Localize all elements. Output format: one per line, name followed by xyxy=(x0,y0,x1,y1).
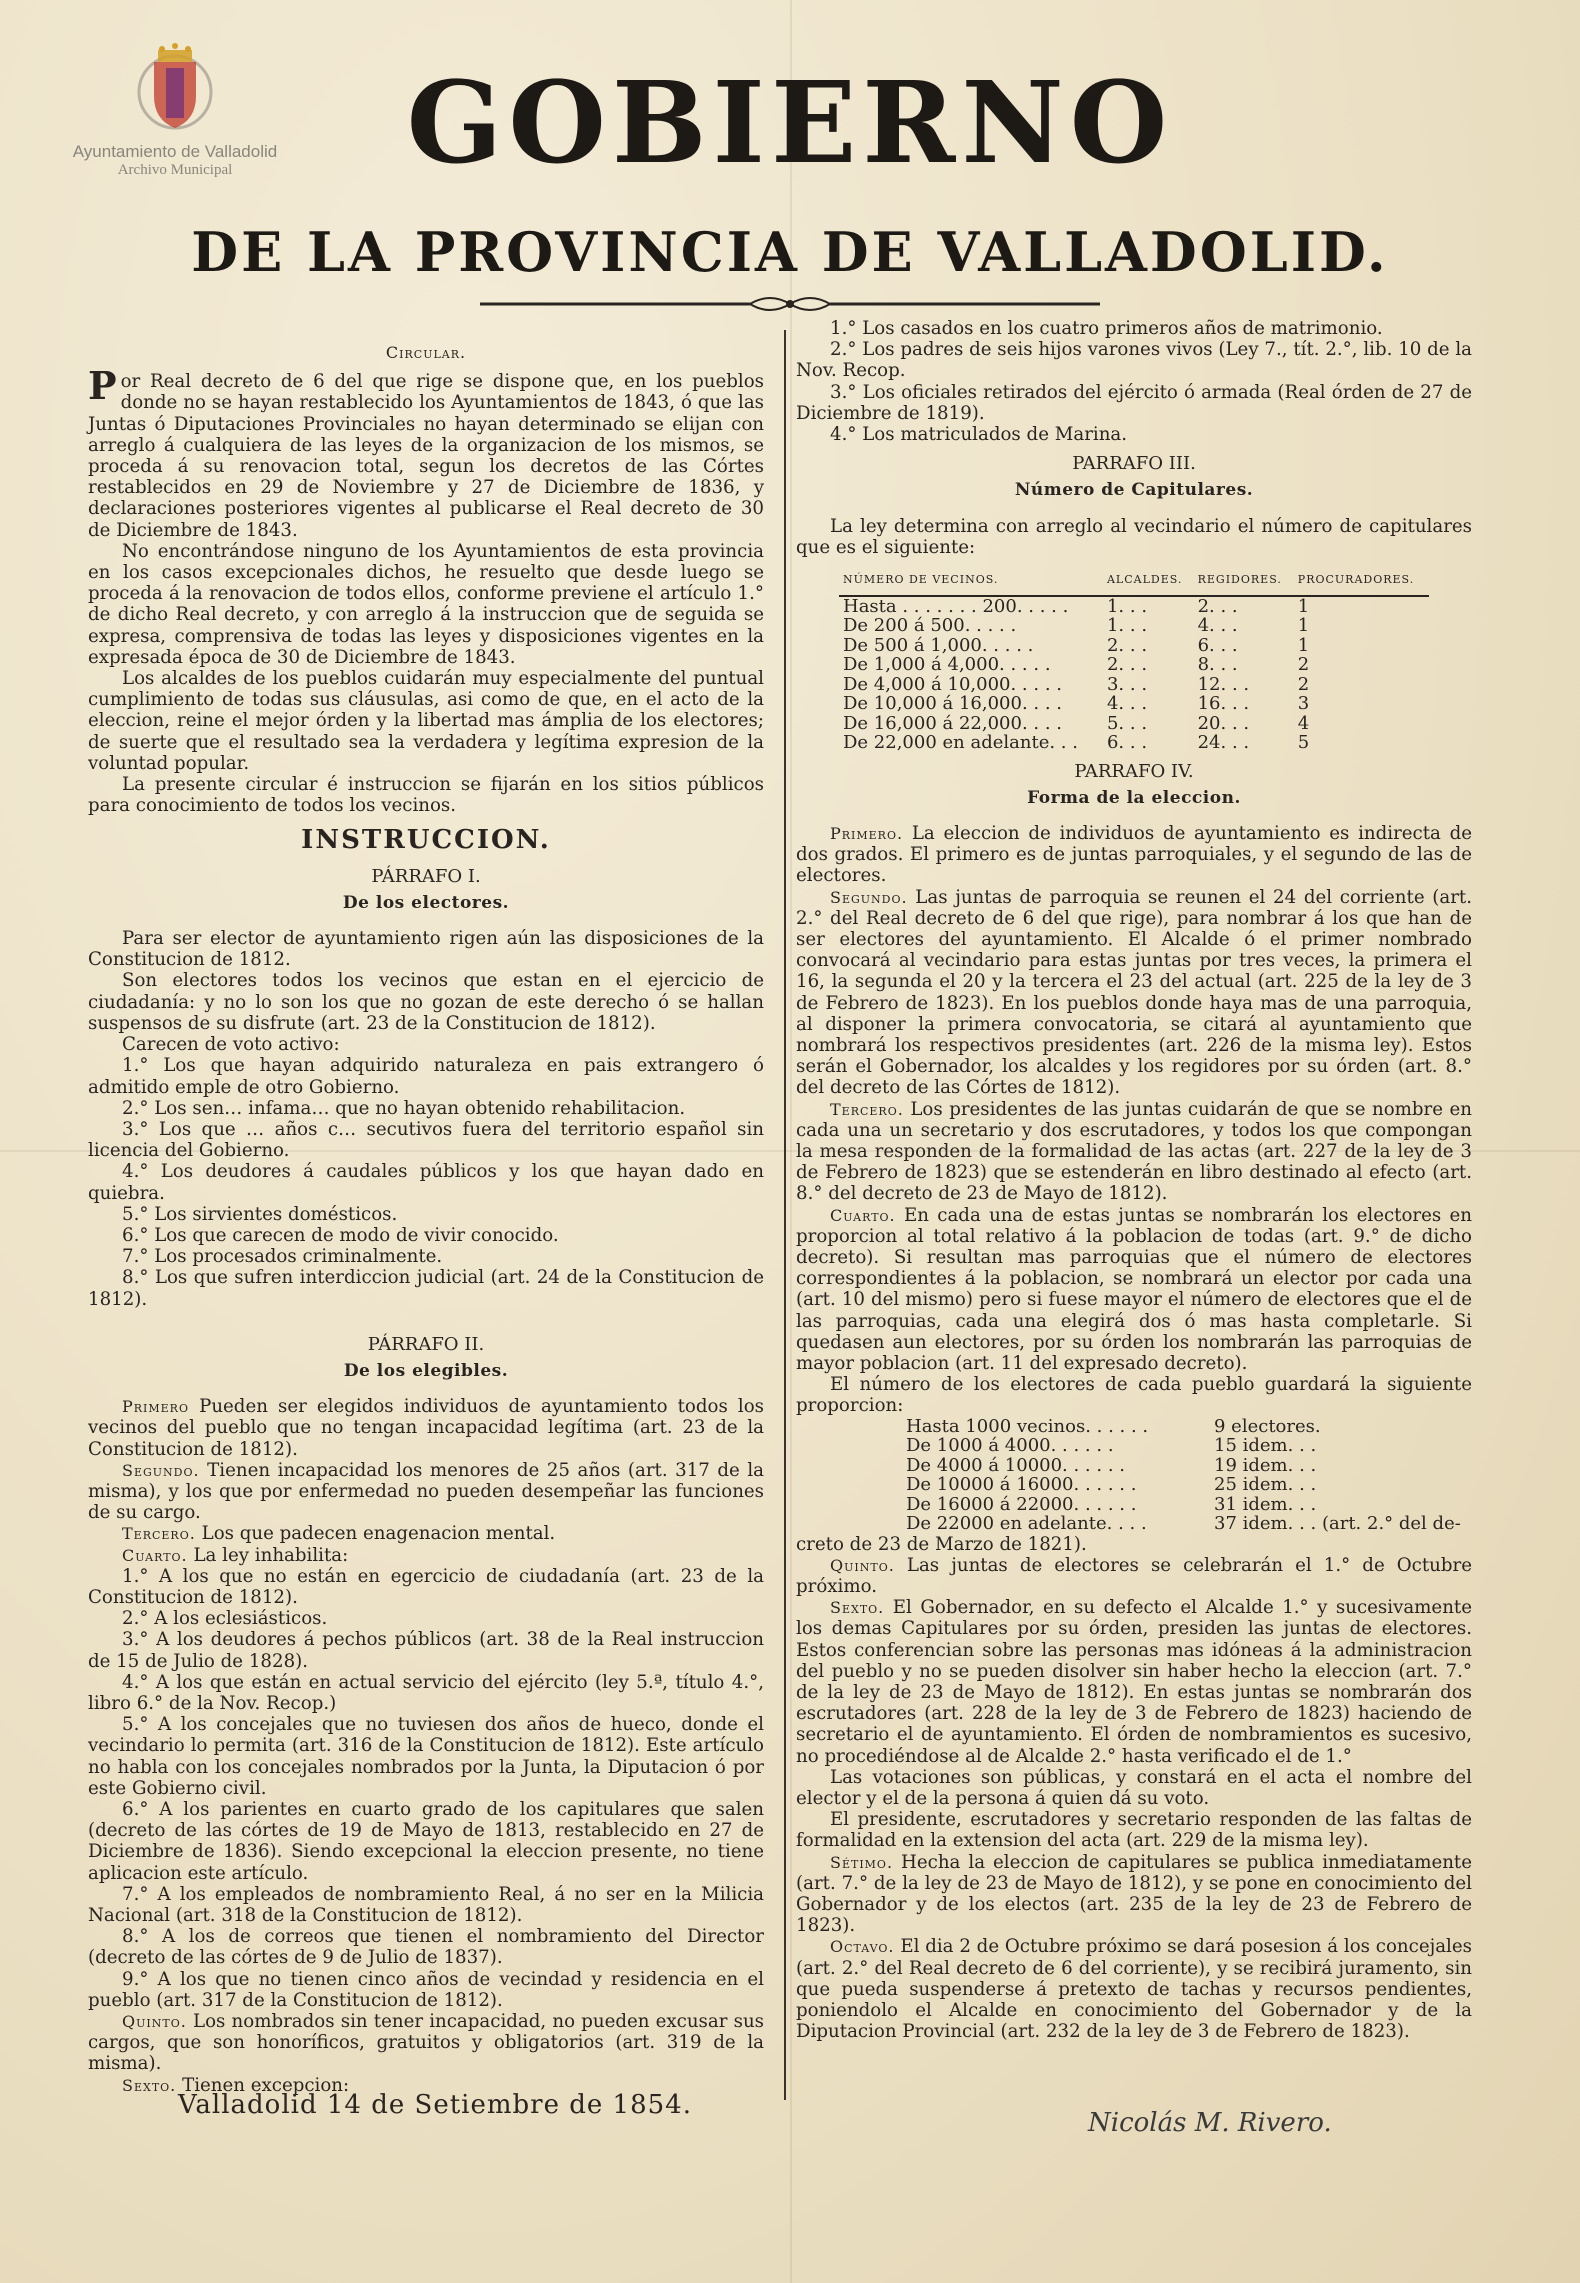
parrafo-2-text-6: Tienen excepcion: xyxy=(182,2074,350,2096)
left-column xyxy=(88,342,764,2096)
lead-word: Tercero. xyxy=(122,1524,196,1544)
table-cell: 5. . . xyxy=(1106,712,1148,734)
table-cell: Hasta . . . . . . . 200. . . . . xyxy=(843,595,1069,617)
circular-paragraph-2: No encontrándose ninguno de los Ayuntamientos de esta provincia en los casos excepcionales dichos, he resuelto que desde luego se proceda á la renovacion de todos ellos, conforme previene el artículo 1.° de dicho Real decreto, y con arreglo á la instruccion que de seguida se expresa, comprensiva de todas las leyes y disposiciones vigentes en la expresada época de 30 de Diciembre de 1843. xyxy=(88,540,764,668)
parrafo-3-subheading: Número de Capitulares. xyxy=(1014,480,1254,501)
archive-subname: Archivo Municipal xyxy=(117,162,233,178)
electores-count: 15 idem. . . xyxy=(1214,1435,1317,1457)
lead-word: Quinto. xyxy=(830,1555,895,1575)
table-cell: 2 xyxy=(1297,654,1310,676)
table-cell: De 16,000 á 22,000. . . . xyxy=(843,712,1062,734)
lead-word: Tercero. xyxy=(830,1099,904,1119)
list-item: 1.° Los que hayan adquirido naturaleza en pais extrangero ó admitido emple de otro Gobierno. xyxy=(88,1055,764,1098)
electores-row xyxy=(796,1436,1472,1456)
electores-count: 31 idem. . . xyxy=(1214,1493,1317,1515)
parrafo-4-text-1: La eleccion de individuos de ayuntamiento es indirecta de dos grados. El primero es de juntas parroquiales, y el segundo de las de electores. xyxy=(796,822,1472,887)
parrafo-2-heading: PÁRRAFO II. xyxy=(367,1333,485,1355)
table-cell: 2 xyxy=(1297,673,1310,695)
parrafo-3-heading: PARRAFO III. xyxy=(1072,453,1196,475)
electores-range: De 4000 á 10000. . . . . . xyxy=(906,1454,1125,1476)
electores-tail: creto de 23 de Marzo de 1821). xyxy=(796,1533,1087,1555)
page-subtitle: DE LA PROVINCIA DE VALLADOLID. xyxy=(191,220,1389,284)
list-item: 9.° A los que no tienen cinco años de vecindad y residencia en el pueblo (art. 317 de la Constitucion de 1812). xyxy=(88,1968,764,2011)
table-cell: 2. . . xyxy=(1106,634,1148,656)
list-item: 3.° A los deudores á pechos públicos (art. 38 de la Real instruccion de 15 de Julio de 1828). xyxy=(88,1629,764,1672)
list-item: 7.° A los empleados de nombramiento Real, á no ser en la Milicia Nacional (art. 318 de la Constitucion de 1812). xyxy=(88,1883,764,1927)
circular-label: Circular. xyxy=(385,343,467,362)
lead-word: Segundo. xyxy=(830,887,908,907)
list-item: 7.° Los procesados criminalmente. xyxy=(122,1246,443,1268)
table-cell: 8. . . xyxy=(1197,654,1238,676)
table-cell: 12. . . xyxy=(1197,673,1250,695)
parrafo-2-text-3: Los que padecen enagenacion mental. xyxy=(201,1523,556,1545)
table-cell: 5 xyxy=(1297,732,1310,754)
electores-range: De 16000 á 22000. . . . . . xyxy=(906,1493,1137,1515)
list-item: 5.° A los concejales que no tuviesen dos años de hueco, donde el vecindario lo permita (art. 316 de la Constitucion de 1812). Este artículo no habla con los concejales nombrados por la Junta, la Diputacion ó por este Gobierno civil. xyxy=(88,1714,764,1799)
parrafo-2-text-4: La ley inhabilita: xyxy=(193,1544,349,1566)
parrafo-2-text-1: Pueden ser elegidos individuos de ayuntamiento todos los vecinos del pueblo que no tengan incapacidad legítima (art. 23 de la Constitucion de 1812). xyxy=(88,1396,764,1460)
electores-count: 9 electores. xyxy=(1214,1415,1321,1437)
table-cell: De 500 á 1,000. . . . . xyxy=(843,634,1034,656)
parrafo-4-subheading: Forma de la eleccion. xyxy=(1027,787,1241,808)
parrafo-4-text-4: En cada una de estas juntas se nombrarán los electores en proporcion al total relativo á la poblacion de todas (art. 9.° de dicho decreto). Si resultan mas parroquias que el número de electores correspondientes á la poblacion, se nombrará un elector por cada una (art. 10 del mismo) pero si fuese mayor el número de electores que el de las parroquias, cada una elegirá dos ó mas hasta completarle. Si quedasen aun electores, por su órden los nombrarán las parroquias de mayor poblacion (art. 11 del expresado decreto). xyxy=(796,1204,1472,1375)
list-item: 8.° Los que sufren interdiccion judicial (art. 24 de la Constitucion de 1812). xyxy=(88,1267,764,1310)
table-header: NÚMERO DE VECINOS. xyxy=(839,568,1103,596)
table-row xyxy=(839,714,1429,734)
parrafo-4-text-9: El presidente, escrutadores y secretario responden de las faltas de formalidad en la extension del acta (art. 229 de la misma ley). xyxy=(796,1809,1472,1852)
list-item: 2.° A los eclesiásticos. xyxy=(122,1608,328,1630)
table-cell: De 10,000 á 16,000. . . . xyxy=(843,693,1062,715)
electores-range: De 22000 en adelante. . . . xyxy=(906,1513,1147,1535)
parrafo-4-heading: PARRAFO IV. xyxy=(1074,760,1194,782)
table-cell: 1. . . xyxy=(1106,595,1148,617)
table-row xyxy=(839,675,1429,695)
lead-word: Sexto. xyxy=(122,2075,177,2095)
parrafo-4-text-5: El número de los electores de cada pueblo guardará la siguiente proporcion: xyxy=(796,1374,1472,1417)
circular-paragraph-1: or Real decreto de 6 del que rige se dispone que, en los pueblos donde no se hayan restablecido los Ayuntamientos de 1843, ó que las Juntas ó Diputaciones Provinciales no hayan determinado se elijan con arreglo á cualquiera de las leyes de la organizacion de los mismos, se proceda á su renovacion total, segun los decretos de las Córtes restablecidos en 29 de Noviembre y 27 de Diciembre de 1836, y declaraciones posteriores vigentes al publicarse el Real decreto de 30 de Diciembre de 1843. xyxy=(88,371,764,541)
table-cell: 2. . . xyxy=(1106,654,1148,676)
table-cell: 4. . . xyxy=(1106,693,1148,715)
electores-row xyxy=(796,1456,1472,1476)
electores-range: Hasta 1000 vecinos. . . . . . xyxy=(906,1415,1149,1437)
list-item: 5.° Los sirvientes domésticos. xyxy=(122,1203,398,1225)
parrafo-1-heading: PÁRRAFO I. xyxy=(371,865,481,887)
parrafo-4-text-2: Las juntas de parroquia se reunen el 24 del corriente (art. 2.° del Real decreto de 6 del que rige), para nombrar á los que han de ser electores del ayuntamiento. El Alcalde ó el primer nombrado convocará al vecindario para estas juntas por tres veces, la primera el 16, la segunda el 20 y la tercera el 23 del actual (art. 225 de la ley de 3 de Febrero de 1823). En los pueblos donde haya mas de una parroquia, al disponer la primera convocatoria, se citará al ayuntamiento que nombrará los respectivos presidentes (art. 226 de la misma ley). Estos serán el Gobernador, los alcaldes y los regidores por su órden (art. 8.° del decreto de las Córtes de 1812). xyxy=(796,886,1472,1099)
list-item: 4.° Los matriculados de Marina. xyxy=(830,424,1128,446)
parrafo-1-text-3: Carecen de voto activo: xyxy=(122,1034,340,1056)
table-cell: 1 xyxy=(1297,615,1310,637)
electores-count: 19 idem. . . xyxy=(1214,1454,1317,1476)
table-cell: 1. . . xyxy=(1106,615,1148,637)
circular-paragraph-3: Los alcaldes de los pueblos cuidarán muy especialmente del puntual cumplimiento de todas sus cláusulas, asi como de que, en el acto de la eleccion, reine el mejor órden y la libertad mas ámplia de los electores; de suerte que el resultado sea la verdadera y legítima expresion de la voluntad popular. xyxy=(88,668,764,774)
electores-count: 25 idem. . . xyxy=(1214,1474,1317,1496)
table-cell: 4 xyxy=(1297,712,1310,734)
parrafo-4-text-11: El dia 2 de Octubre próximo se dará posesion á los concejales (art. 2.° del Real decreto de 6 del corriente), y se recibirá juramento, sin que pueda suspenderse á pretexto de tachas y recursos pendientes, poniendolo el Alcalde en conocimiento del Gobernador y de la Diputacion Provincial (art. 232 de la ley de 3 de Febrero de 1823). xyxy=(796,1936,1472,2043)
electores-count: 37 idem. . . (art. 2.° del de- xyxy=(1214,1513,1461,1535)
list-item: 3.° Los oficiales retirados del ejército ó armada (Real órden de 27 de Diciembre de 1819). xyxy=(796,381,1472,424)
circular-paragraph-4: La presente circular é instruccion se fijarán en los sitios públicos para conocimiento de todos los vecinos. xyxy=(88,774,764,817)
table-cell: De 22,000 en adelante. . . xyxy=(843,732,1078,754)
list-item: 2.° Los sen… infama… que no hayan obtenido rehabilitacion. xyxy=(122,1097,686,1119)
list-item: 8.° A los de correos que tienen el nombramiento del Director (decreto de las córtes de 9 de Julio de 1837). xyxy=(88,1926,764,1969)
drop-cap: P xyxy=(88,363,117,409)
table-cell: 6. . . xyxy=(1197,634,1238,656)
right-column xyxy=(796,318,1472,2043)
list-item: 4.° A los que están en actual servicio del ejército (ley 5.ª, título 4.°, libro 6.° de la Nov. Recop.) xyxy=(88,1671,764,1714)
table-cell: 1 xyxy=(1297,595,1310,617)
lead-word: Sexto. xyxy=(830,1598,885,1618)
lead-word: Quinto. xyxy=(122,2012,187,2032)
parrafo-4-text-10: Hecha la eleccion de capitulares se publica inmediatamente (art. 7.° de la ley de 23 de Mayo de 1812), y se pone en conocimiento del Gobernador y de los electos (art. 235 de la ley de 23 de Febrero de 1823). xyxy=(796,1851,1472,1937)
document-date: Valladolid 14 de Setiembre de 1854. xyxy=(178,2090,692,2120)
lead-word: Sétimo. xyxy=(830,1852,894,1872)
table-cell: 6. . . xyxy=(1106,732,1148,754)
instruccion-heading: INSTRUCCION. xyxy=(301,825,551,856)
table-row xyxy=(839,616,1429,636)
electores-row xyxy=(796,1417,1472,1437)
table-cell: De 4,000 á 10,000. . . . . xyxy=(843,673,1062,695)
electores-row xyxy=(796,1495,1472,1515)
parrafo-2-text-5: Los nombrados sin tener incapacidad, no pueden excusar sus cargos, que son honoríficos, gratuitos y obligatorios (art. 319 de la misma). xyxy=(88,2011,764,2075)
lead-word: Octavo. xyxy=(830,1937,895,1957)
list-item: 1.° Los casados en los cuatro primeros años de matrimonio. xyxy=(830,318,1383,339)
lead-word: Segundo. xyxy=(122,1460,200,1480)
lead-word: Primero. xyxy=(830,823,904,843)
list-item: 6.° A los parientes en cuarto grado de los capitulares que salen (decreto de las córtes de 19 de Mayo de 1813, restablecido en 27 de Diciembre de 1836). Siendo excepcional la eleccion presente, no tiene aplicacion este artículo. xyxy=(88,1799,764,1884)
list-item: 3.° Los que … años c… secutivos fuera del territorio español sin licencia del Gobierno. xyxy=(88,1118,764,1162)
parrafo-3-text-1: La ley determina con arreglo al vecindario el número de capitulares que es el siguiente: xyxy=(796,515,1472,558)
table-cell: De 200 á 500. . . . . xyxy=(843,615,1017,637)
parrafo-1-text-1: Para ser elector de ayuntamiento rigen aún las disposiciones de la Constitucion de 1812. xyxy=(88,928,764,971)
table-header: ALCALDES. xyxy=(1103,568,1194,596)
parrafo-1-subheading: De los electores. xyxy=(342,892,510,913)
capitulares-table xyxy=(839,568,1429,753)
table-row xyxy=(839,733,1429,753)
electores-row xyxy=(796,1475,1472,1495)
parrafo-1-text-2: Son electores todos los vecinos que estan en el ejercicio de ciudadanía: y no lo son los que no gozan de este derecho ó se hallan suspensos de su disfrute (art. 23 de la Constitucion de 1812). xyxy=(88,970,764,1034)
page-title: GOBIERNO xyxy=(406,58,1174,189)
table-cell: 3 xyxy=(1297,693,1310,715)
lead-word: Cuarto. xyxy=(122,1545,188,1565)
table-cell: 16. . . xyxy=(1197,693,1250,715)
ornament-divider xyxy=(480,292,1100,316)
table-row xyxy=(839,596,1429,617)
parrafo-4-text-7: El Gobernador, en su defecto el Alcalde 1.° y sucesivamente los demas Capitulares por su órden, presiden las juntas de electores. Estos conferencian sobre las personas mas idóneas á la administracion del pueblo y no se pueden disolver sin haber hecho la eleccion (art. 7.° de la ley de 23 de Mayo de 1812). En estas juntas se nombrarán dos escrutadores (art. 228 de la ley de 3 de Febrero de 1823) haciendo de secretario el de ayuntamiento. El órden de nombramientos es sucesivo, no procediéndose al de Alcalde 2.° hasta verificado el de 1.° xyxy=(796,1597,1472,1767)
list-item: 4.° Los deudores á caudales públicos y los que hayan dado en quiebra. xyxy=(88,1161,764,1204)
list-item: 6.° Los que carecen de modo de vivir conocido. xyxy=(122,1224,559,1246)
table-row xyxy=(839,636,1429,656)
signature: Nicolás M. Rivero. xyxy=(1088,2108,1332,2138)
table-row xyxy=(839,694,1429,714)
parrafo-4-text-3: Los presidentes de las juntas cuidarán de que se nombre en cada una un secretario y dos escrutadores, y todos los que compongan la mesa responden de la formalidad de las actas (art. 227 de la ley de 3 de Febrero de 1823) que se estenderán en libro destinado al efecto (art. 8.° del decreto de 23 de Mayo de 1812). xyxy=(796,1098,1472,1205)
column-divider xyxy=(784,330,786,2100)
table-cell: 24. . . xyxy=(1197,732,1250,754)
parrafo-2-subheading: De los elegibles. xyxy=(343,1360,509,1381)
lead-word: Primero xyxy=(122,1397,189,1417)
lead-word: Cuarto. xyxy=(830,1205,896,1225)
table-header: REGIDORES. xyxy=(1194,568,1294,596)
paper-fold-vertical xyxy=(790,0,792,2283)
table-row xyxy=(839,655,1429,675)
parrafo-2-text-2: Tienen incapacidad los menores de 25 años (art. 317 de la misma), y los que por enfermedad no pueden desempeñar las funciones de su cargo. xyxy=(88,1459,764,1524)
archive-name: Ayuntamiento de Valladolid xyxy=(72,142,278,161)
parrafo-4-text-8: Las votaciones son públicas, y constará en el acta el nombre del elector y el de la persona á quien dá su voto. xyxy=(796,1766,1472,1810)
electores-range: De 1000 á 4000. . . . . . xyxy=(906,1435,1114,1457)
table-cell: De 1,000 á 4,000. . . . . xyxy=(843,654,1051,676)
table-cell: 1 xyxy=(1297,634,1310,656)
table-cell: 3. . . xyxy=(1106,673,1148,695)
list-item: 1.° A los que no están en egercicio de ciudadanía (art. 23 de la Constitucion de 1812). xyxy=(88,1565,764,1608)
table-cell: 4. . . xyxy=(1197,615,1238,637)
list-item: 2.° Los padres de seis hijos varones vivos (Ley 7., tít. 2.°, lib. 10 de la Nov. Recop. xyxy=(796,339,1472,382)
table-cell: 20. . . xyxy=(1197,712,1250,734)
electores-row xyxy=(796,1514,1472,1534)
table-header: PROCURADORES. xyxy=(1294,568,1429,596)
table-cell: 2. . . xyxy=(1197,595,1238,617)
parrafo-4-text-6: Las juntas de electores se celebrarán el 1.° de Octubre próximo. xyxy=(796,1554,1472,1598)
electores-range: De 10000 á 16000. . . . . . xyxy=(906,1474,1137,1496)
